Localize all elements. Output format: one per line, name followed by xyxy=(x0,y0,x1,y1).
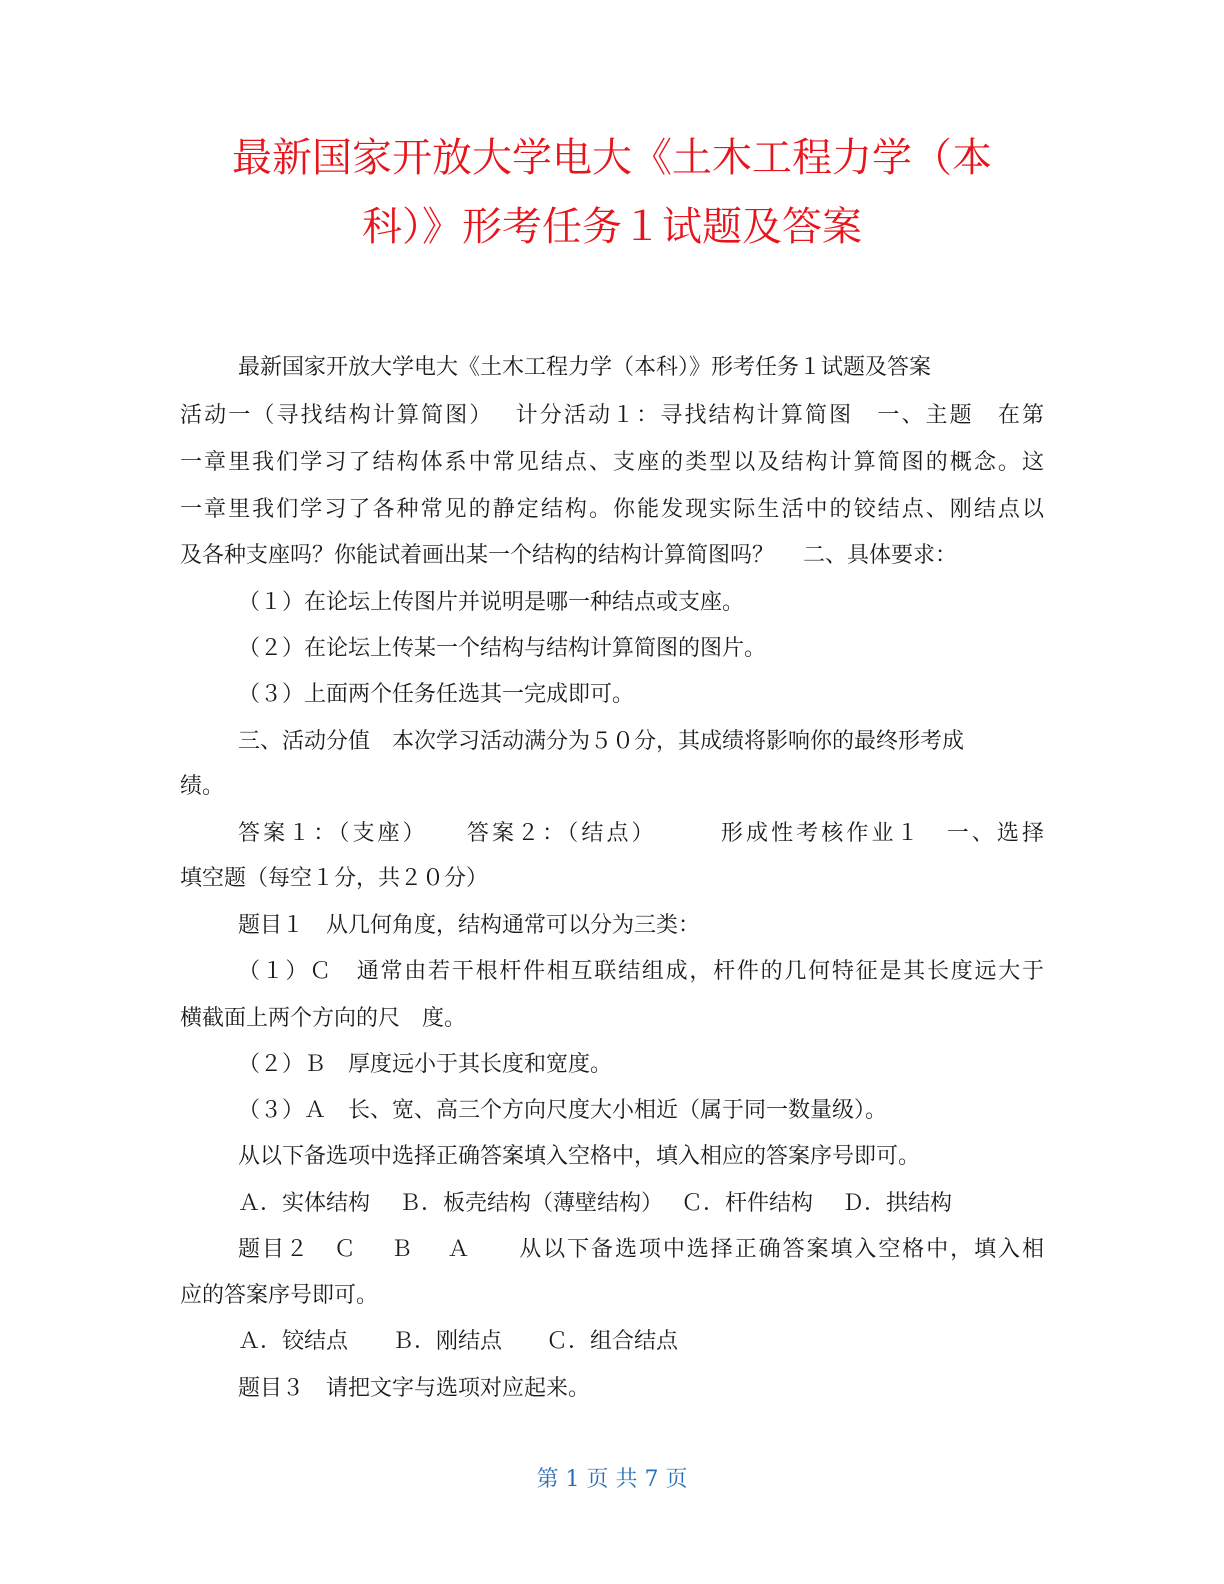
body-line: 答案１：（支座） 答案２：（结点） 形成性考核作业１ 一、选择 xyxy=(238,821,1044,846)
body-line: （３）上面两个任务任选其一完成即可。 xyxy=(238,682,635,707)
body-line: 一章里我们学习了结构体系中常见结点、支座的类型以及结构计算简图的概念。这 xyxy=(180,450,1044,475)
body-line: 一章里我们学习了各种常见的静定结构。你能发现实际生活中的铰结点、刚结点以 xyxy=(180,497,1044,522)
body-line: 应的答案序号即可。 xyxy=(180,1283,379,1308)
document-title-line-2: 科）》形考任务１试题及答案 xyxy=(362,204,862,250)
body-line: （１）Ｃ 通常由若干根杆件相互联结组成，杆件的几何特征是其长度远大于 xyxy=(238,959,1044,984)
body-line: （２）Ｂ 厚度远小于其长度和宽度。 xyxy=(238,1052,613,1077)
body-line: （２）在论坛上传某一个结构与结构计算简图的图片。 xyxy=(238,636,767,661)
body-line: （１）在论坛上传图片并说明是哪一种结点或支座。 xyxy=(238,590,745,615)
body-line: （３）Ａ 长、宽、高三个方向尺度大小相近（属于同一数量级）。 xyxy=(238,1098,888,1123)
document-title-line-1: 最新国家开放大学电大《土木工程力学（本 xyxy=(232,135,992,181)
body-line: 题目１ 从几何角度，结构通常可以分为三类： xyxy=(238,913,701,938)
body-line: 填空题（每空１分，共２０分） xyxy=(180,866,489,891)
body-line: 绩。 xyxy=(180,774,225,799)
body-line: 题目２ Ｃ Ｂ Ａ 从以下备选项中选择正确答案填入空格中，填入相 xyxy=(238,1237,1044,1262)
body-line: 题目３ 请把文字与选项对应起来。 xyxy=(238,1376,591,1401)
body-line: 横截面上两个方向的尺 度。 xyxy=(180,1006,467,1031)
body-line: 及各种支座吗？你能试着画出某一个结构的结构计算简图吗？ 二、具体要求： xyxy=(180,543,957,568)
body-line: Ａ．实体结构 Ｂ．板壳结构（薄壁结构） Ｃ．杆件结构 Ｄ．拱结构 xyxy=(238,1191,952,1216)
body-line: Ａ．铰结点 Ｂ．刚结点 Ｃ．组合结点 xyxy=(238,1329,679,1354)
body-line: 最新国家开放大学电大《土木工程力学（本科）》形考任务１试题及答案 xyxy=(238,355,932,380)
body-line: 从以下备选项中选择正确答案填入空格中，填入相应的答案序号即可。 xyxy=(238,1144,921,1169)
page-footer: 第 1 页 共 7 页 xyxy=(536,1467,688,1492)
body-line: 活动一（寻找结构计算简图） 计分活动１：寻找结构计算简图 一、主题 在第 xyxy=(180,403,1044,428)
body-line: 三、活动分值 本次学习活动满分为５０分，其成绩将影响你的最终形考成 xyxy=(238,729,965,754)
